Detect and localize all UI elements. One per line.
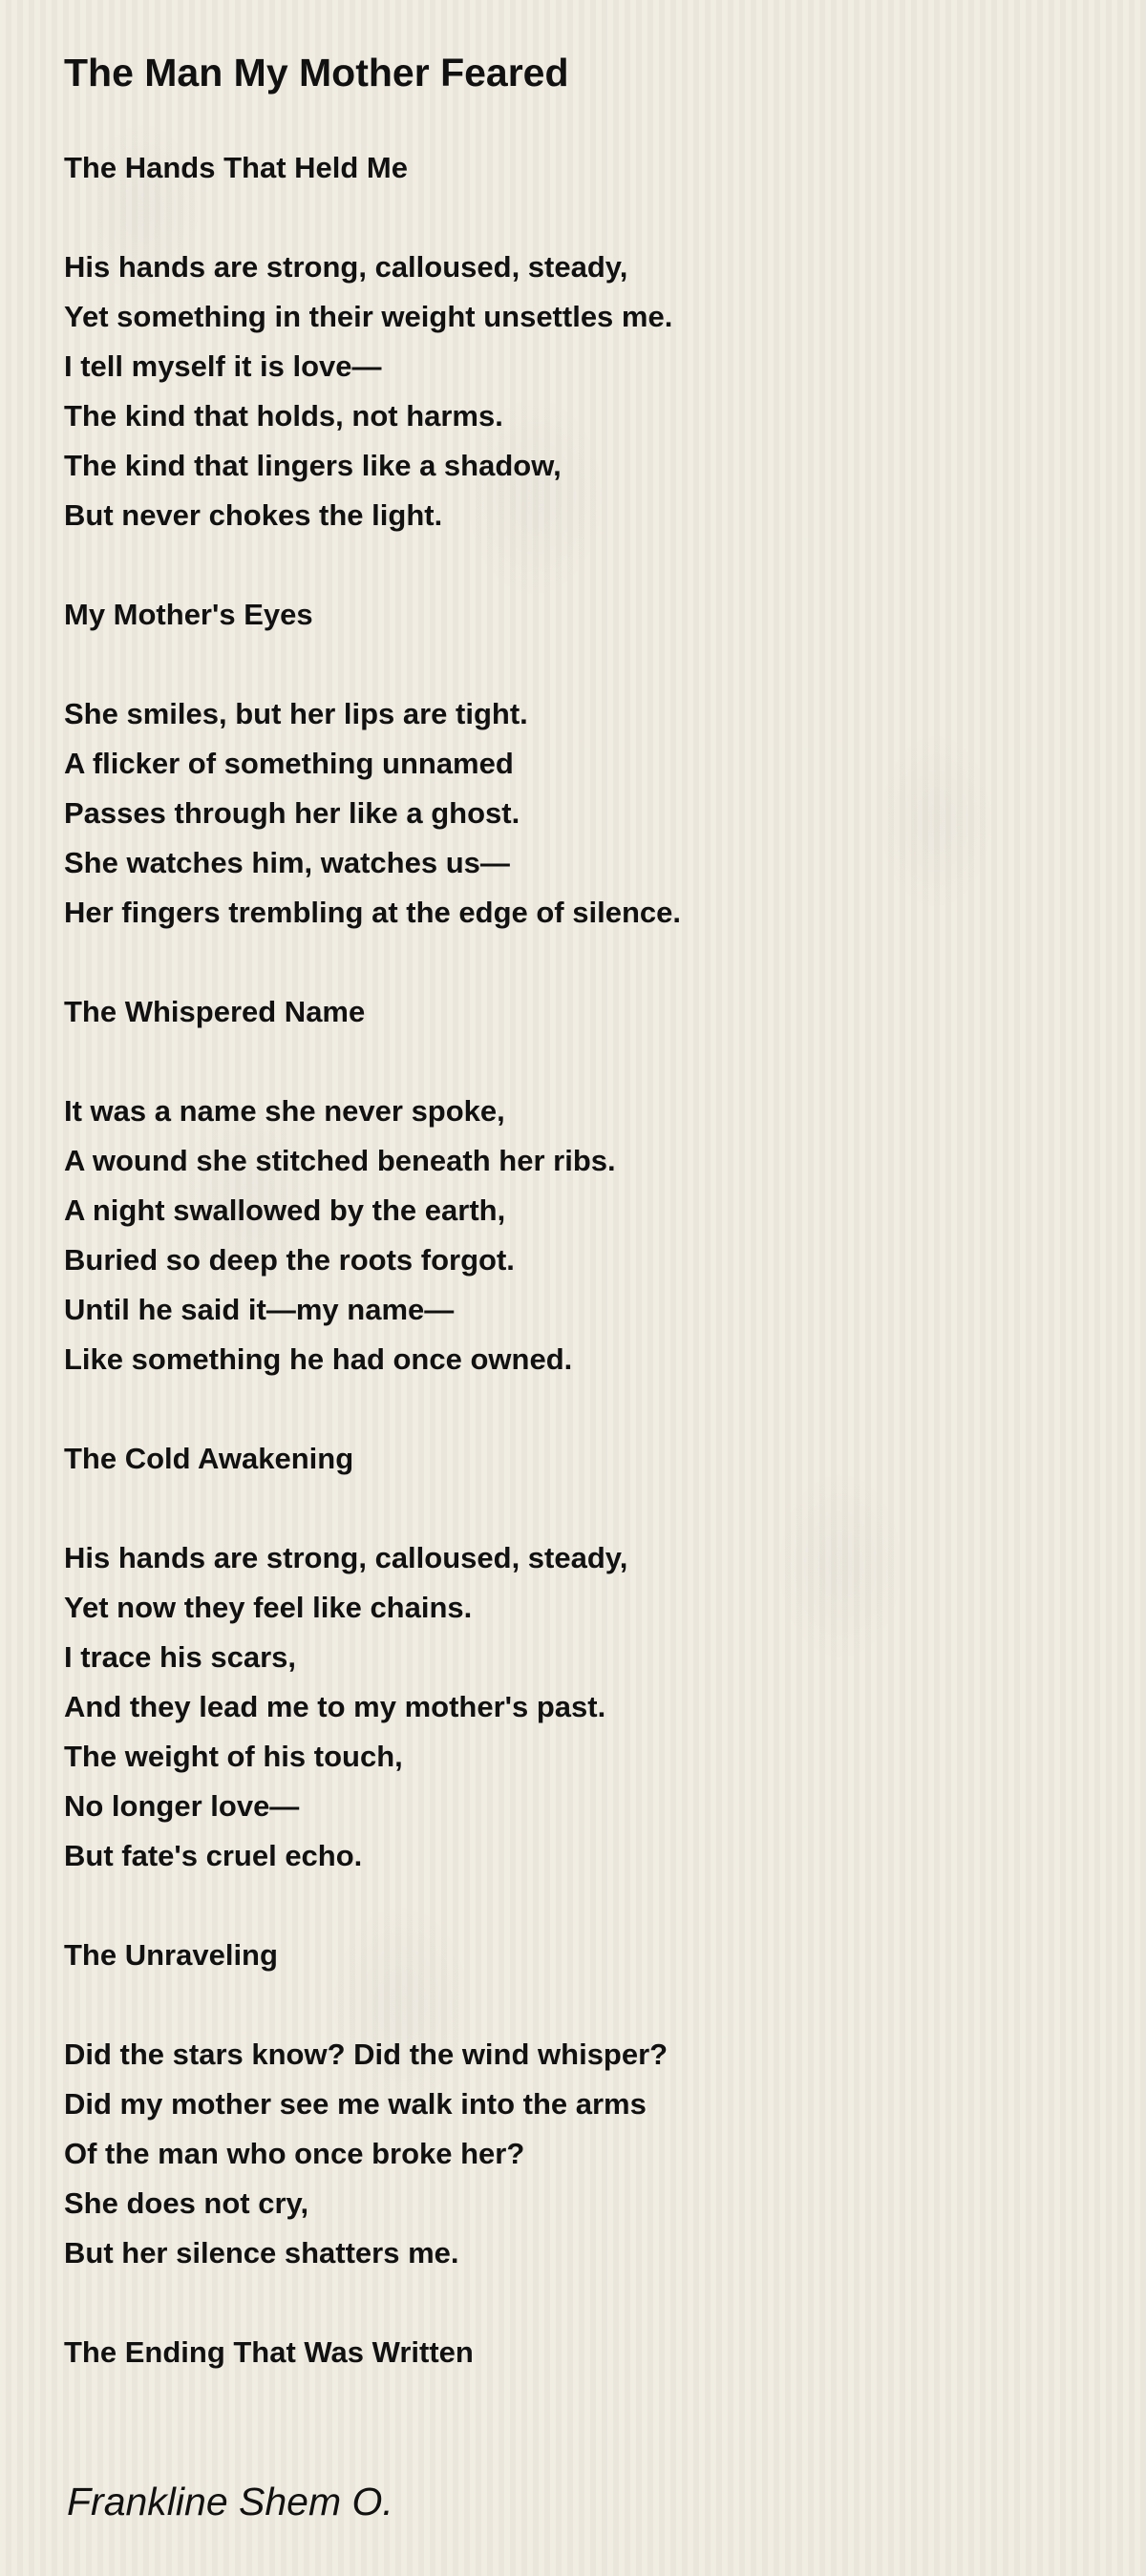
author-signature: Frankline Shem O. — [67, 2480, 393, 2523]
section-heading: The Unraveling — [64, 1938, 278, 1972]
poem-line: The kind that lingers like a shadow, — [64, 449, 562, 482]
poem-line: The kind that holds, not harms. — [64, 399, 503, 433]
section-heading: The Hands That Held Me — [64, 151, 408, 184]
poem-line: The weight of his touch, — [64, 1740, 403, 1773]
section-heading: The Whispered Name — [64, 995, 366, 1028]
stanza-gap — [64, 1980, 1095, 2030]
poem-line: Passes through her like a ghost. — [64, 796, 520, 830]
poem-line: A wound she stitched beneath her ribs. — [64, 1144, 616, 1177]
poem-line: His hands are strong, calloused, steady, — [64, 1541, 628, 1574]
poem-line: No longer love— — [64, 1789, 300, 1823]
poem-line: Did my mother see me walk into the arms — [64, 2087, 647, 2121]
section-heading: The Ending That Was Written — [64, 2335, 474, 2369]
poem-line: Her fingers trembling at the edge of silence. — [64, 896, 681, 929]
poem-line: Buried so deep the roots forgot. — [64, 1243, 515, 1277]
stanza-gap — [64, 193, 1095, 243]
poem-line: She watches him, watches us— — [64, 846, 510, 879]
section-heading: The Cold Awakening — [64, 1442, 354, 1475]
poem-line: A night swallowed by the earth, — [64, 1193, 506, 1227]
section-heading: My Mother's Eyes — [64, 598, 313, 631]
poem-line: But fate's cruel echo. — [64, 1839, 363, 1872]
stanza-gap — [64, 1881, 1095, 1931]
poem-body — [64, 143, 1095, 2377]
stanza-gap — [64, 1384, 1095, 1434]
stanza-gap — [64, 938, 1095, 987]
poem-line: But her silence shatters me. — [64, 2236, 459, 2270]
poem-line: Yet something in their weight unsettles me. — [64, 300, 673, 333]
poem-line: Until he said it—my name— — [64, 1293, 455, 1326]
poem-line: I trace his scars, — [64, 1640, 296, 1674]
poem-line: Like something he had once owned. — [64, 1342, 573, 1376]
stanza-gap — [64, 1484, 1095, 1533]
poem-line: I tell myself it is love— — [64, 349, 382, 383]
poem-line: But never chokes the light. — [64, 498, 443, 532]
poem-line: She smiles, but her lips are tight. — [64, 697, 528, 730]
poem-line: A flicker of something unnamed — [64, 747, 514, 780]
poem-line: It was a name she never spoke, — [64, 1094, 505, 1128]
stanza-gap — [64, 640, 1095, 689]
poem-line: And they lead me to my mother's past. — [64, 1690, 606, 1723]
poem-line: Did the stars know? Did the wind whisper? — [64, 2038, 668, 2071]
poem-line: His hands are strong, calloused, steady, — [64, 250, 628, 284]
poem-line: Of the man who once broke her? — [64, 2137, 525, 2170]
stanza-gap — [64, 2278, 1095, 2328]
poem-line: She does not cry, — [64, 2186, 309, 2220]
stanza-gap — [64, 540, 1095, 590]
poem-line: Yet now they feel like chains. — [64, 1591, 473, 1624]
stanza-gap — [64, 1037, 1095, 1087]
poem-title: The Man My Mother Feared — [64, 51, 569, 95]
